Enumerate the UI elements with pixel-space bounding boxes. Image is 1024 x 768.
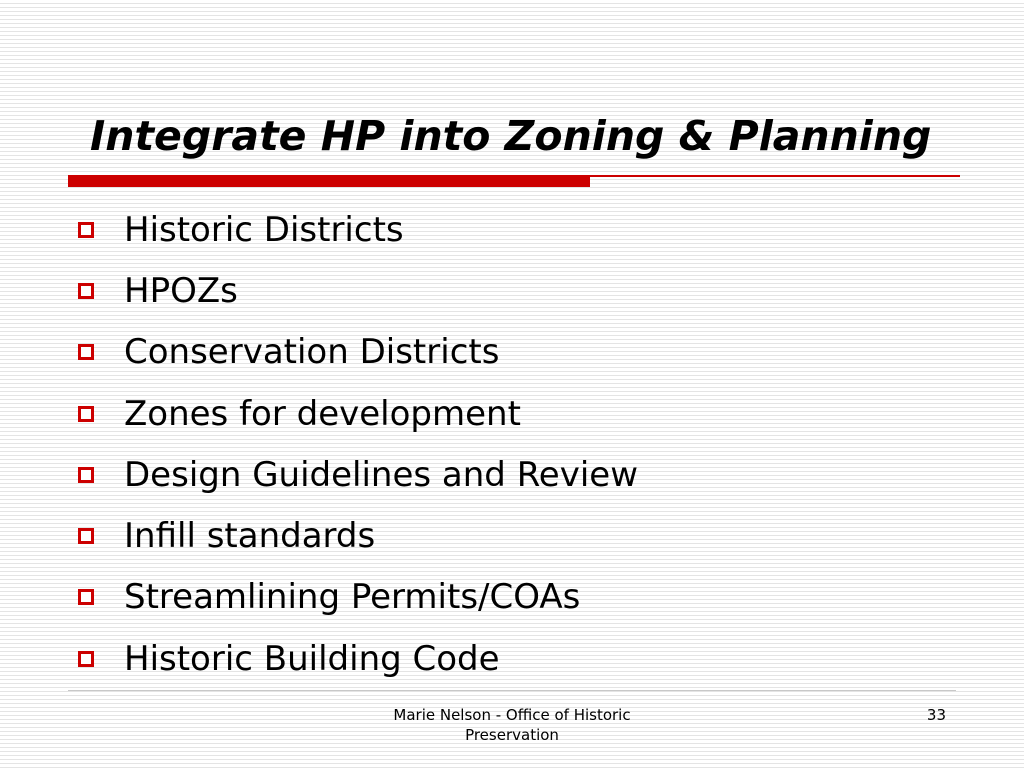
bullet-list	[72, 199, 638, 689]
hollow-square-bullet-icon	[78, 283, 94, 299]
title-underline-thin	[590, 175, 960, 177]
bullet-text: HPOZs	[124, 270, 238, 311]
hollow-square-bullet-icon	[78, 222, 94, 238]
footer-divider	[68, 690, 956, 691]
footer-text: Marie Nelson - Office of Historic Preservation	[393, 706, 631, 744]
hollow-square-bullet-icon	[78, 406, 94, 422]
hollow-square-bullet-icon	[78, 651, 94, 667]
bullet-item	[72, 199, 638, 260]
bullet-text: Zones for development	[124, 393, 521, 434]
bullet-text: Infill standards	[124, 516, 376, 557]
bullet-text: Design Guidelines and Review	[124, 454, 639, 495]
hollow-square-bullet-icon	[78, 528, 94, 544]
bullet-item	[72, 628, 638, 689]
title-underline-thick	[68, 175, 590, 187]
bullet-item	[72, 260, 638, 321]
bullet-text: Historic Building Code	[124, 638, 500, 679]
hollow-square-bullet-icon	[78, 589, 94, 605]
bullet-text: Historic Districts	[124, 209, 404, 250]
bullet-text: Streamlining Permits/COAs	[124, 577, 581, 618]
bullet-item	[72, 383, 638, 444]
slide-title: Integrate HP into Zoning & Planning	[90, 112, 932, 160]
bullet-text: Conservation Districts	[124, 332, 500, 373]
slide-number: 33	[926, 706, 946, 724]
bullet-item	[72, 444, 638, 505]
bullet-item	[72, 505, 638, 566]
hollow-square-bullet-icon	[78, 344, 94, 360]
bullet-item	[72, 567, 638, 628]
hollow-square-bullet-icon	[78, 467, 94, 483]
bullet-item	[72, 322, 638, 383]
